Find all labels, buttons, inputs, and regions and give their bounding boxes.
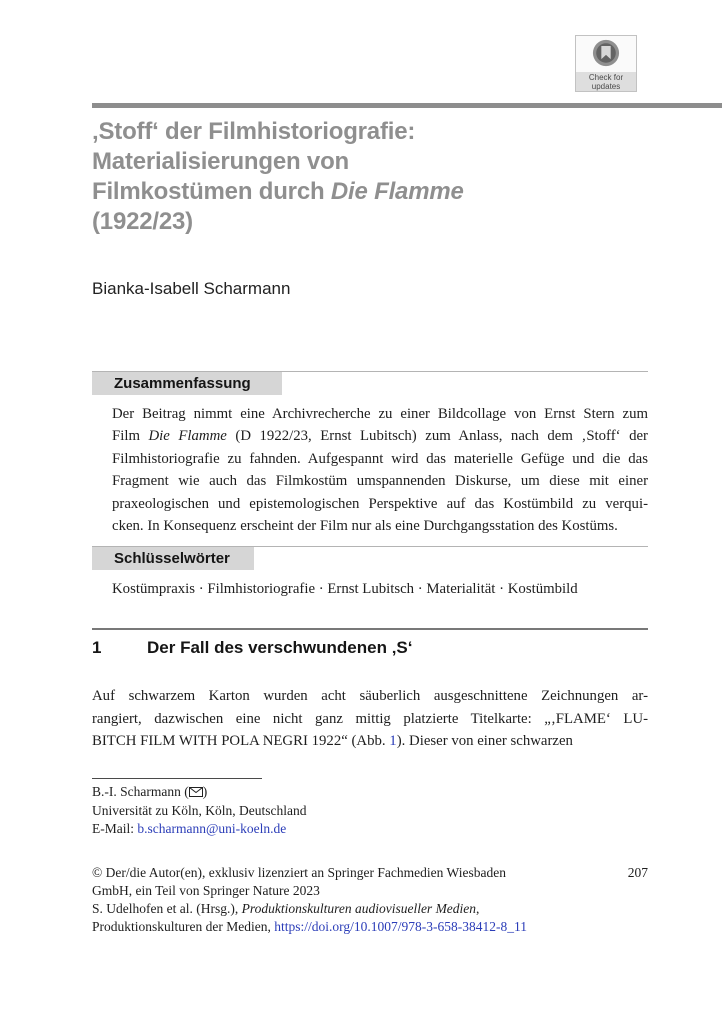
figure-1-reference-link[interactable]: 1 [389, 733, 397, 750]
envelope-icon [189, 784, 203, 802]
abstract-section [92, 371, 648, 537]
badge-label: Check for updates [576, 72, 636, 91]
abstract-film-name: Die Flamme [148, 428, 227, 445]
body-line: Auf schwarzem Karton wurden acht säuberlich ausgeschnittene Zeichnungen ar- [92, 688, 648, 705]
abstract-line: Film Die Flamme (D 1922/23, Ernst Lubitsch) zum Anlass, nach dem ‚Stoff‘ der [112, 428, 648, 445]
section-1-number: 1 [92, 638, 102, 658]
book-title: Produktionskulturen audiovisueller Medien [241, 900, 477, 916]
title-film-name: Die Flamme [330, 178, 464, 205]
series-doi-line: Produktionskulturen der Medien, https://doi.org/10.1007/978-3-658-38412-8_11 [92, 918, 527, 934]
abstract-line: praxeologischen und epistemologischen Perspektive auf das Kostümbild zu verqui- [112, 495, 648, 512]
title-line-1: ‚Stoff‘ der Filmhistoriografie: [92, 118, 416, 145]
title-line-4: (1922/23) [92, 208, 193, 235]
crossmark-bookmark-icon [592, 36, 620, 72]
abstract-text [92, 403, 648, 537]
body-paragraph [92, 685, 648, 752]
section-1-title: Der Fall des verschwundenen ‚S‘ [147, 638, 413, 658]
title-line-2: Materialisierungen von [92, 148, 349, 175]
section-divider-rule [92, 628, 648, 630]
editors-line: S. Udelhofen et al. (Hrsg.), Produktionskulturen audiovisueller Medien, [92, 900, 480, 916]
keywords-text: Kostümpraxis · Filmhistoriografie · Ernst Lubitsch · Materialität · Kostümbild [112, 581, 578, 598]
email-line [92, 820, 648, 838]
doi-link[interactable]: https://doi.org/10.1007/978-3-658-38412-8_11 [274, 918, 527, 934]
abstract-heading: Zusammenfassung [92, 372, 282, 395]
footnote-separator [92, 778, 262, 779]
footer-block [92, 864, 648, 936]
copyright-line-1: © Der/die Autor(en), exklusiv lizenziert an Springer Fachmedien Wiesbaden 207 [92, 864, 648, 880]
title-line-3: Filmkostümen durch Die Flamme [92, 178, 464, 205]
abstract-line: Fragment wie auch das Filmkostüm umspannenden Diskurse, um diese mit einer [112, 473, 648, 490]
section-1-heading [92, 637, 648, 659]
keywords-heading: Schlüsselwörter [92, 547, 254, 570]
abstract-line: Filmhistoriografie zu fahnden. Aufgespannt wird das materielle Gefüge und die das [112, 450, 648, 467]
corresponding-author-line: B.-I. Scharmann ( ) [92, 783, 648, 802]
email-link[interactable]: b.scharmann@uni-koeln.de [137, 820, 287, 836]
footnote-block [92, 783, 648, 838]
page-number: 207 [627, 864, 648, 880]
keywords-section [92, 546, 648, 600]
copyright-line-2: GmbH, ein Teil von Springer Nature 2023 [92, 882, 320, 898]
author-name: Bianka-Isabell Scharmann [92, 279, 291, 298]
email-label: E-Mail: [92, 820, 138, 836]
affiliation-line: Universität zu Köln, Köln, Deutschland [92, 802, 307, 818]
body-line: rangiert, dazwischen eine nicht ganz mittig platzierte Titelkarte: „‚FLAME‘ LU- [92, 710, 648, 727]
body-line: BITCH FILM WITH POLA NEGRI 1922“ (Abb. 1). Dieser von einer schwarzen [92, 733, 573, 750]
top-rule [92, 103, 722, 108]
page-title [92, 117, 648, 237]
abstract-line: Der Beitrag nimmt eine Archivrecherche zu einer Bildcollage von Ernst Stern zum [112, 406, 648, 422]
abstract-line: cken. In Konsequenz erscheint der Film nur als eine Durchgangsstation des Kostüms. [112, 518, 618, 535]
check-for-updates-badge[interactable] [575, 35, 637, 92]
